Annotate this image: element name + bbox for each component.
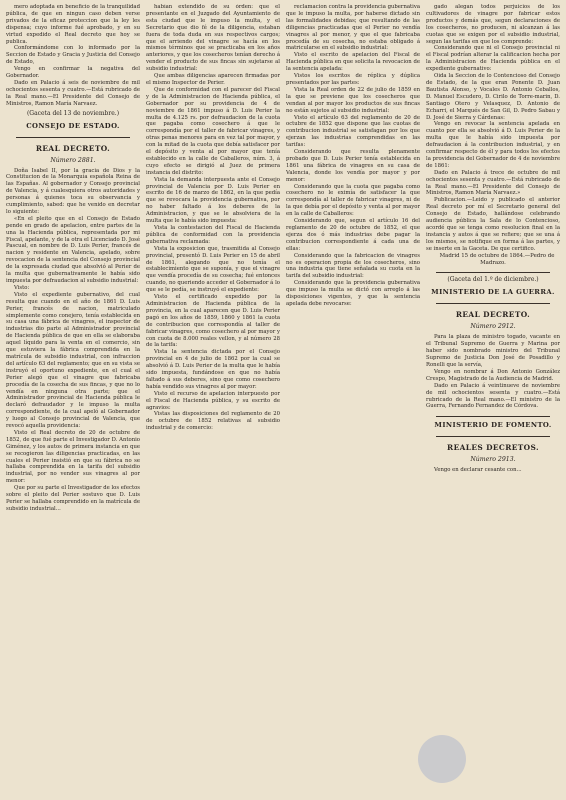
divider bbox=[436, 303, 550, 304]
paragraph: Visto el Real decreto de 20 de octubre de 1852, de que fué parte el Investigador D. Antonio Giménez, y los autos de primera instancia en que se recogieron las diligencias practicadas, en las cuales el Perier insistió en que su fábrica no se hallaba comprendida en la tarifa del subsidio industrial, por no vender sus vinagres al por menor: bbox=[6, 429, 140, 485]
column-3 bbox=[286, 4, 420, 800]
paragraph: Vista la demanda interpuesta ante el Consejo provincial de Valencia por D. Luis Perier en escrito de 16 de marzo de 1862, en la que pedía que se revocara la providencia gubernativa, por no haber faltado á los deberes de la Administracion, y que se le absolviera de la multa que le había sido impuesta: bbox=[146, 176, 280, 225]
paragraph: Vistos los escritos de réplica y dúplica presentados por las partes: bbox=[286, 73, 420, 86]
paragraph: Considerando que la fabricacion de vinagres no es operacion propia de los cosecheros, sino una industria que tiene señalada su cuota en la tarifa del subsidio industrial: bbox=[286, 252, 420, 280]
section-heading: CONSEJO DE ESTADO. bbox=[26, 121, 120, 130]
divider bbox=[16, 137, 130, 138]
paragraph: Dado en Palacio á trece de octubre de mil ochocientos sesenta y cuatro.—Está rubricado de la Real mano.—El Presidente del Consejo de Ministros, Ramon María Narvaez.» bbox=[426, 169, 560, 197]
library-stamp bbox=[418, 735, 466, 783]
column-4 bbox=[426, 4, 560, 800]
decree-heading: REAL DECRETO. bbox=[35, 143, 111, 153]
paragraph: Vista la sentencia dictada por el Consejo provincial en 4 de julio de 1862 por la cual se absolvió á D. Luis Perier de la multa que le había sido impuesta, fundándose en que no había faltado á sus deberes, sino que como cosechero había vendido sus vinagres al por mayor: bbox=[146, 349, 280, 390]
paragraph: Dado en Palacio á veintinueve de noviembre de mil ochocientos sesenta y cuatro.—Está rubricado de la Real mano.—El ministro de la Guerra, Fernando Fernandez de Córdova. bbox=[426, 382, 560, 410]
paragraph: Considerando que, segun el artículo 16 del reglamento de 20 de octubre de 1852, el que ejerza dos ó más industrias debe pagar la contribucion correspondiente á cada una de ellas: bbox=[286, 218, 420, 252]
paragraph: Conformándome con lo informado por la Seccion de Estado y Gracia y Justicia del Consejo de Estado, bbox=[6, 45, 140, 66]
paragraph: Vengo en declarar cesante con... bbox=[434, 467, 522, 474]
paragraph: Visto: bbox=[14, 284, 30, 291]
decree-number: Número 2913. bbox=[470, 456, 516, 464]
paragraph: Visto el certificado expedido por la Administracion de Hacienda pública de la provincia, en la cual aparecen que D. Luis Perier pagó en los años de 1859, 1860 y 1861 la cuota de contribucion que correspondía al taller de fabricar vinagres, como cosechero al por mayor y con cuota de 8.000 reales vellon, y al número 28 de la tarifa: bbox=[146, 294, 280, 349]
decree-number: Número 2912. bbox=[470, 323, 516, 331]
paragraph: reclamacion contra la providencia gubernativa que le impuso la multa, por haberse dictado sin las formalidades debidas; que resultando de las diligencias practicadas que el Perier no vendía vinagres al por menor, y que el que fabricaba procedía de su cosecha, no estaba obligado á matricularse en el subsidio industrial: bbox=[286, 4, 420, 52]
paragraph: Vengo en revocar la sentencia apelada en cuanto por ella se absolvió á D. Luis Perier de la multa que le había sido impuesta por defraudacion á la contribucion industrial, y en confirmar respecto de él y para todos los efectos la providencia del Gobernador de 4 de noviembre de 1861: bbox=[426, 121, 560, 169]
column-1 bbox=[6, 4, 140, 800]
paragraph: Visto el escrito de apelacion del Fiscal de Hacienda pública en que solicita la revocacion de la sentencia apelada: bbox=[286, 52, 420, 73]
ministry-heading: MINISTERIO DE LA GUERRA. bbox=[431, 288, 555, 297]
paragraph: Vistas las disposiciones del reglamento de 20 de octubre de 1852 relativas al subsidio industrial y de comercio: bbox=[146, 411, 280, 432]
paragraph: Publicacion.—Leido y publicado el anterior Real decreto por mí el Secretario general del Consejo de Estado, hallándose celebrando audiencia pública la Sala de lo Contencioso, acordé que se tenga como resolucion final en la instancia y autos á que se refiere; que se una á los mismos, se notifique en forma á las partes, y se inserte en la Gaceta. De que certifico. bbox=[426, 197, 560, 252]
paragraph: Vengo en confirmar la negativa del Gobernador. bbox=[6, 66, 140, 80]
divider bbox=[436, 416, 550, 417]
paragraph: Considerando que la providencia gubernativa que impuso la multa se dictó con arreglo á las disposiciones vigentes, y que la sentencia apelada debe revocarse: bbox=[286, 280, 420, 307]
paragraph: Para la plaza de ministro togado, vacante en el Tribunal Supremo de Guerra y Marina por haber sido nombrado ministro del Tribunal Supremo de Justicia Don José de Posadillo y Ronelli que la servía, bbox=[426, 334, 560, 368]
decree-number: Número 2881. bbox=[50, 156, 96, 164]
paragraph: Considerando que resulta plenamente probado que D. Luis Perier tenía establecida en 1861 una fábrica de vinagres en su casa de Valencia, donde los vendía por mayor y por menor: bbox=[286, 149, 420, 183]
paragraph: Visto el artículo 63 del reglamento de 20 de octubre de 1852 que dispone que las cuotas de contribucion industrial se satisfagan por los que ejerzan las industrias comprendidas en las tarifas: bbox=[286, 114, 420, 149]
paragraph: Dado en Palacio á seis de noviembre de mil ochocientos sesenta y cuatro.—Está rubricado de la Real mano.—El Presidente del Consejo de Ministros, Ramon María Narvaez. bbox=[6, 79, 140, 107]
column-2 bbox=[146, 4, 280, 800]
paragraph: Visto el recurso de apelacion interpuesto por el Fiscal de Hacienda pública, y su escrito de agravios: bbox=[146, 390, 280, 411]
decrees-heading: REALES DECRETOS. bbox=[447, 443, 539, 453]
signature-line: Madrid 15 de octubre de 1864.—Pedro de Madrazo. bbox=[439, 252, 555, 266]
paragraph: Que de conformidad con el parecer del Fiscal y de la Administracion de Hacienda pública, el Gobernador por su providencia de 4 de noviembre de 1861 impuso á D. Luis Perier la multa de 4.125 rs. por defraudacion de la cuota que pagaba como cosechero á que le correspondía por el taller de fabricar vinagres, y otras penas menores para en vez tal por mayor, y con la mitad de la cuota que debía satisfacer por el depósito y venta al por mayor que tenía establecido en la calle de Caballeros, núm. 3, á cuyo efecto se dirigió al Juez de primera instancia del distrito: bbox=[146, 86, 280, 176]
paragraph: gado alegan todos perjuicios de los cultivadores de vinagre por fabricar estos productos y demás que, segun declaraciones de los cosecheros, no producen, ni alcanzan á las cuotas que se exigen por el subsidio industrial, segun las tarifas en que los comprende: bbox=[426, 4, 560, 45]
divider bbox=[436, 272, 550, 273]
paragraph: habían extendido de su órden: que el presentante en el Juzgado del Ayuntamiento de esta ciudad que le impuso la multa, y el Secretario que dio fé de la diligencia, estaban fuera de toda duda en sus respectivos cargos; que el arriendo del vinagre se hacía en los mismos términos que se practicaba en los años anteriores, y que los cosecheros tenían derecho á vender el producto de sus fincas sin sujetarse al subsidio industrial: bbox=[146, 4, 280, 73]
paragraph: Oida la Seccion de lo Contencioso del Consejo de Estado, de la que eran Ponente D. Juan Bautista Alonso, y Vocales D. Antonio Ceballos, D. Manuel Escudero, D. Cirilo de Torre-marin, D. Santiago Otero y Velasquez, D. Antonio de Echarri, el Marqués de San Gil, D. Pedro Sabau y D. José de Sierra y Cárdenas: bbox=[426, 73, 560, 121]
paragraph: «En el pleito que en el Consejo de Estado pende en grado de apelacion, entre partes de la una la Hacienda pública, representada por mi Fiscal, apelante, y de la otra el Licenciado D. José Pascual, en nombre de D. Luis Perier, francés de nacion y residente en Valencia, apelado, sobre revocacion de la sentencia del Consejo provincial de la expresada ciudad que absolvió al Perier de la multa que gubernativamente le había sido impuesta por defraudacion al subsidio industrial: bbox=[6, 215, 140, 284]
paragraph: Vista la Real orden de 22 de julio de 1859 en la que se previene que los cosecheros que vendan al por mayor los productos de sus fincas no están sujetos al subsidio industrial: bbox=[286, 86, 420, 114]
decree-heading: REAL DECRETO. bbox=[455, 310, 531, 320]
paragraph: mero adoptada en beneficio de la tranquilidad pública, de que en ningun caso deben verse privados de la eficaz proteccion que la ley les dispensa; cuyo informe fué aprobado, y en su virtud expedido el Real decreto que hoy se publica. bbox=[6, 4, 140, 45]
paragraph: Que ambas diligencias aparecen firmadas por el mismo Inspector de Perier. bbox=[146, 73, 280, 86]
gazette-note: (Gaceta del 1.º de diciembre.) bbox=[447, 276, 539, 284]
divider bbox=[436, 436, 550, 437]
paragraph: Vista la exposicion que, trasmitida al Consejo provincial, presentó D. Luis Perier en 15 de abril de 1861, alegando que no tenía el establecimiento que se suponía, y que el vinagre que vendía procedía de su cosecha; fué entonces cuando, no queriendo acceder el Gobernador á lo que se le pedía, se instruyó el expediente: bbox=[146, 245, 280, 294]
paragraph: Considerando que la cuota que pagaba como cosechero no le eximía de satisfacer la que correspondía al taller de fabricar vinagres, ni de la que debía por el depósito y venta al por mayor en la calle de Caballeros: bbox=[286, 183, 420, 218]
gazette-note: (Gaceta del 13 de noviembre.) bbox=[26, 109, 120, 117]
paragraph: Considerando que ni el Consejo provincial ni el Fiscal podrían alterar la calificacion hecha por la Administracion de Hacienda pública en el expediente gubernativo: bbox=[426, 45, 560, 73]
ministry-heading: MINISTERIO DE FOMENTO. bbox=[434, 421, 552, 430]
paragraph: Visto el expediente gubernativo, del cual resulta que cuando en el año de 1861 D. Luis Perier, francés de nacion, matriculado simplemente como conejero, tenía establecida en su casa una fábrica de vinagres, el inspector de industrias dio parte al Administrador provincial de Hacienda pública de que en ella se elaboraba aquel líquido para la venta en el comercio, sin que estuviera la fábrica comprendida en la matrícula de subsidio industrial, con infraccion del artículo 63 del reglamento; que en su vista se instruyó el oportuno expediente, en el cual el Perier alegó que el vinagre que fabricaba procedía de la cosecha de sus fincas, y que no lo vendía en ninguna otra parte; que el Administrador provincial de Hacienda pública le declaró defraudador y le impuso la multa correspondiente, de la cual apeló al Gobernador y luego al Consejo provincial de Valencia, que revocó aquella providencia: bbox=[6, 291, 140, 430]
paragraph: Que por su parte el Investigador de los efectos sobre el pleito del Perier sostuvo que D. Luis Perier se hallaba comprendido en la matrícula de subsidio industrial... bbox=[6, 485, 140, 512]
paragraph: Doña Isabel II, por la gracia de Dios y la Constitucion de la Monarquía española Reina de las Españas. Al gobernador y Consejo provincial de Valencia, y á cualesquiera otros autoridades y personas á quienes toca su observancia y cumplimiento, sabed: que he venido en decretar lo siguiente: bbox=[6, 167, 140, 215]
paragraph: Vengo en nombrar á Don Antonio González Crespo, Magistrado de la Audiencia de Madrid. bbox=[426, 368, 560, 382]
paragraph: Vista la contestacion del Fiscal de Hacienda pública de conformidad con la providencia gubernativa reclamada: bbox=[146, 225, 280, 245]
